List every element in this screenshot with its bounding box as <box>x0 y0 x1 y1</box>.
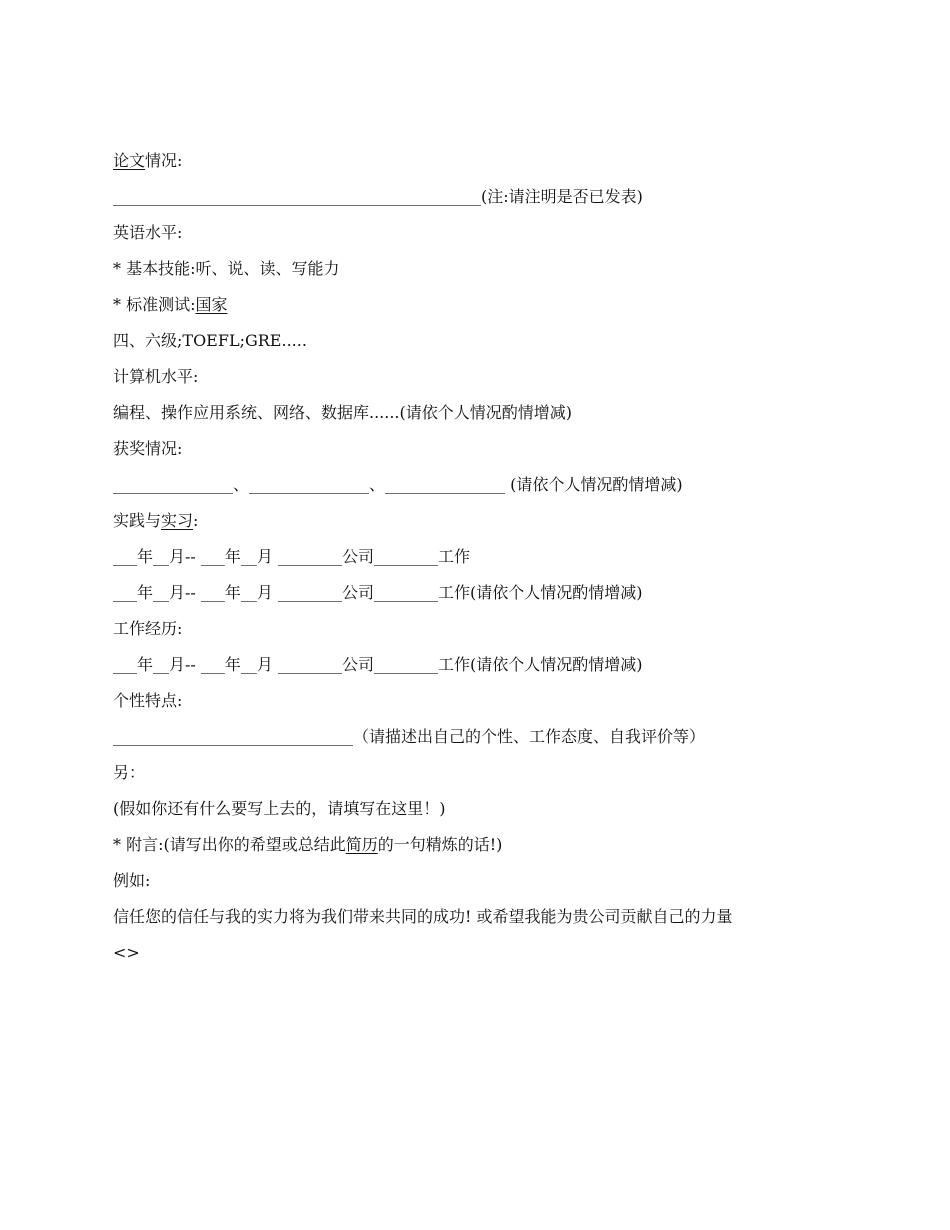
example-label <box>113 863 853 899</box>
text-run: : <box>193 511 199 530</box>
text-run: ___年__月-- ___年__月 ________公司________工作(请依个人情况酌情增减) <box>113 655 643 674</box>
text-run: 的一句精炼的话!) <box>377 835 503 854</box>
text-run: 个性特点: <box>113 691 183 710</box>
text-run: ______________________________________________(注:请注明是否已发表) <box>113 187 643 206</box>
awards-label <box>113 431 853 467</box>
text-run: 实践与 <box>113 511 162 530</box>
document-body <box>113 143 853 971</box>
text-run: ___年__月-- ___年__月 ________公司________工作(请依个人情况酌情增减) <box>113 583 643 602</box>
computer-level-label <box>113 359 853 395</box>
practice-entry <box>113 575 853 611</box>
paper-status-blank <box>113 179 853 215</box>
english-level-label <box>113 215 853 251</box>
english-standard-test <box>113 287 853 323</box>
practice-entry <box>113 539 853 575</box>
text-run: 例如: <box>113 871 151 890</box>
practice-internship-label <box>113 503 853 539</box>
text-run: _______________、_______________、_______________ (请依个人情况酌情增减) <box>113 475 683 494</box>
text-run: * 标准测试: <box>113 295 196 314</box>
text-run: 英语水平: <box>113 223 183 242</box>
text-run: 实习 <box>161 511 194 530</box>
english-basic-skills <box>113 251 853 287</box>
text-run: <> <box>113 943 140 962</box>
example-text <box>113 899 853 935</box>
paper-status-label <box>113 143 853 179</box>
closing-marker <box>113 935 853 971</box>
text-run: 简历 <box>345 835 378 854</box>
text-run: 四、六级;TOEFL;GRE..... <box>113 331 307 350</box>
text-run: * 基本技能:听、说、读、写能力 <box>113 259 340 278</box>
text-run: 另： <box>113 763 146 782</box>
postscript-line <box>113 827 853 863</box>
text-run: 论文 <box>113 151 146 170</box>
work-experience-label <box>113 611 853 647</box>
text-run: 获奖情况: <box>113 439 183 458</box>
other-label <box>113 755 853 791</box>
text-run: 编程、操作应用系统、网络、数据库......(请依个人情况酌情增减) <box>113 403 573 422</box>
text-run: 工作经历: <box>113 619 183 638</box>
text-run: 计算机水平: <box>113 367 199 386</box>
text-run: 国家 <box>195 295 228 314</box>
text-run: * 附言:(请写出你的希望或总结此 <box>113 835 346 854</box>
text-run: ___年__月-- ___年__月 ________公司________工作 <box>113 547 470 566</box>
other-note <box>113 791 853 827</box>
personality-blank <box>113 719 853 755</box>
english-test-list <box>113 323 853 359</box>
awards-blanks <box>113 467 853 503</box>
text-run: 情况: <box>145 151 183 170</box>
computer-skills <box>113 395 853 431</box>
text-run: 信任您的信任与我的实力将为我们带来共同的成功! 或希望我能为贵公司贡献自己的力量 <box>113 907 733 926</box>
personality-label <box>113 683 853 719</box>
text-run: (假如你还有什么要写上去的，请填写在这里！) <box>113 799 446 818</box>
text-run: ______________________________（请描述出自己的个性、工作态度、自我评价等） <box>113 727 706 746</box>
work-experience-entry <box>113 647 853 683</box>
